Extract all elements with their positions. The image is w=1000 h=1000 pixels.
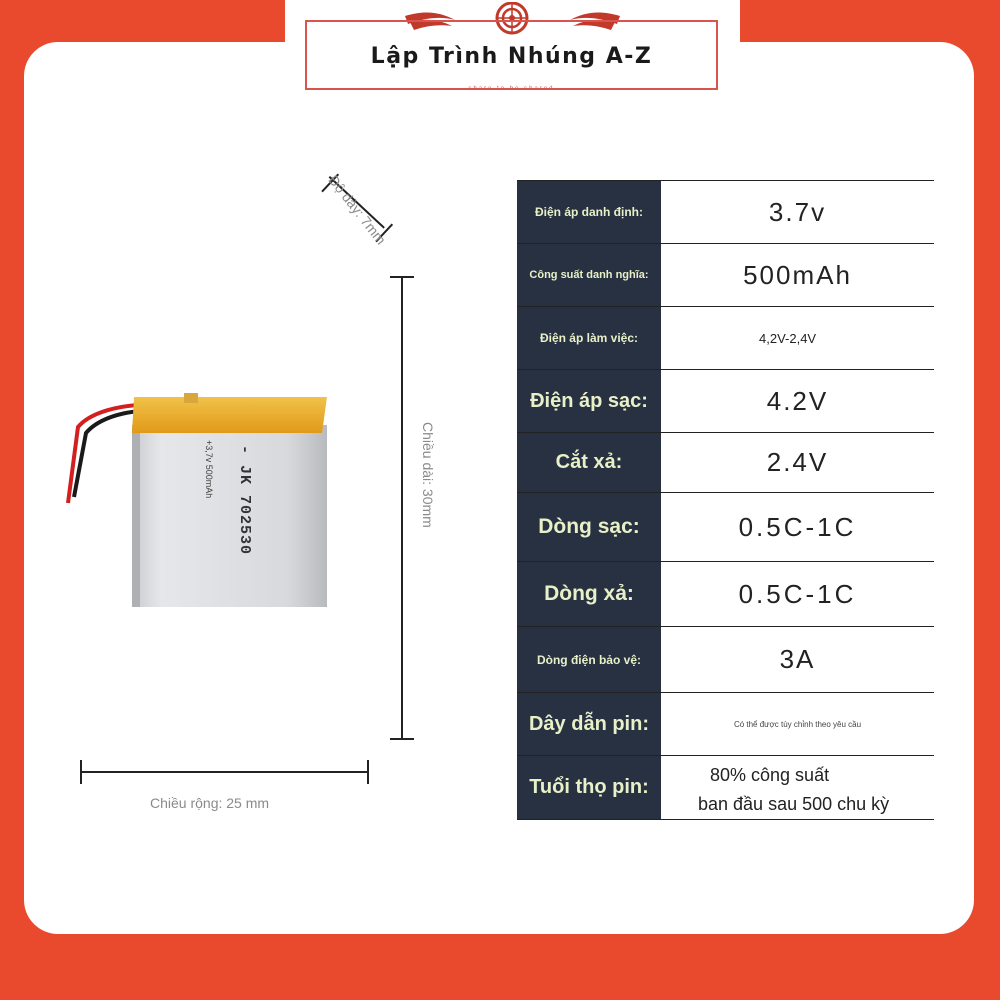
spec-value: 3A bbox=[779, 644, 816, 674]
thickness-label: Độ dày: 7mm bbox=[325, 172, 390, 248]
table-row bbox=[517, 180, 934, 243]
spec-value: Có thể được tùy chỉnh theo yêu cầu bbox=[733, 719, 862, 729]
spec-label: Điện áp làm việc: bbox=[517, 307, 661, 369]
lifetime-line-1: 80% công suất bbox=[710, 765, 830, 785]
spec-label: Dây dẫn pin: bbox=[517, 693, 661, 755]
table-row bbox=[517, 306, 934, 369]
table-row bbox=[517, 243, 934, 306]
spec-label: Cắt xả: bbox=[517, 433, 661, 492]
width-line bbox=[80, 771, 368, 773]
length-tick-bottom bbox=[390, 738, 414, 740]
spec-value: 4,2V-2,4V bbox=[759, 330, 817, 346]
table-row bbox=[517, 432, 934, 492]
table-row bbox=[517, 692, 934, 755]
spec-value: 0.5C-1C bbox=[738, 578, 857, 609]
battery-illustration bbox=[60, 385, 335, 610]
width-tick-left bbox=[80, 760, 82, 784]
spec-table bbox=[517, 180, 934, 820]
width-tick-right bbox=[367, 760, 369, 784]
battery-rating-text: +3,7v 500mAh bbox=[204, 440, 214, 499]
table-row bbox=[517, 492, 934, 561]
spec-value: 2.4V bbox=[766, 447, 829, 477]
spec-value: 3.7v bbox=[768, 196, 827, 227]
brand-tagline: share to be shared bbox=[468, 86, 555, 92]
spec-label: Điện áp sạc: bbox=[517, 370, 661, 432]
table-row bbox=[517, 561, 934, 626]
lifetime-line-2: ban đầu sau 500 chu kỳ bbox=[698, 794, 890, 814]
length-line bbox=[401, 276, 403, 739]
spec-value: 500mAh bbox=[743, 259, 852, 290]
brand-title: Lập Trình Nhúng A-Z bbox=[370, 44, 653, 69]
spec-label: Điện áp danh định: bbox=[517, 181, 661, 243]
spec-label: Dòng sạc: bbox=[517, 493, 661, 561]
spec-label: Tuổi thọ pin: bbox=[517, 756, 661, 819]
battery-model-text: - JK 702530 bbox=[236, 445, 253, 556]
spec-value: 4.2V bbox=[766, 385, 829, 416]
spec-label: Dòng xả: bbox=[517, 562, 661, 626]
length-label: Chiều dài: 30mm bbox=[420, 422, 436, 528]
table-row bbox=[517, 626, 934, 692]
width-label: Chiều rộng: 25 mm bbox=[150, 795, 270, 811]
spec-label: Dòng điện bảo vệ: bbox=[517, 627, 661, 692]
length-tick-top bbox=[390, 276, 414, 278]
spec-value: 0.5C-1C bbox=[738, 511, 857, 542]
table-row bbox=[517, 369, 934, 432]
table-row bbox=[517, 755, 934, 820]
spec-label: Công suất danh nghĩa: bbox=[517, 244, 661, 306]
spec-value bbox=[661, 756, 934, 819]
